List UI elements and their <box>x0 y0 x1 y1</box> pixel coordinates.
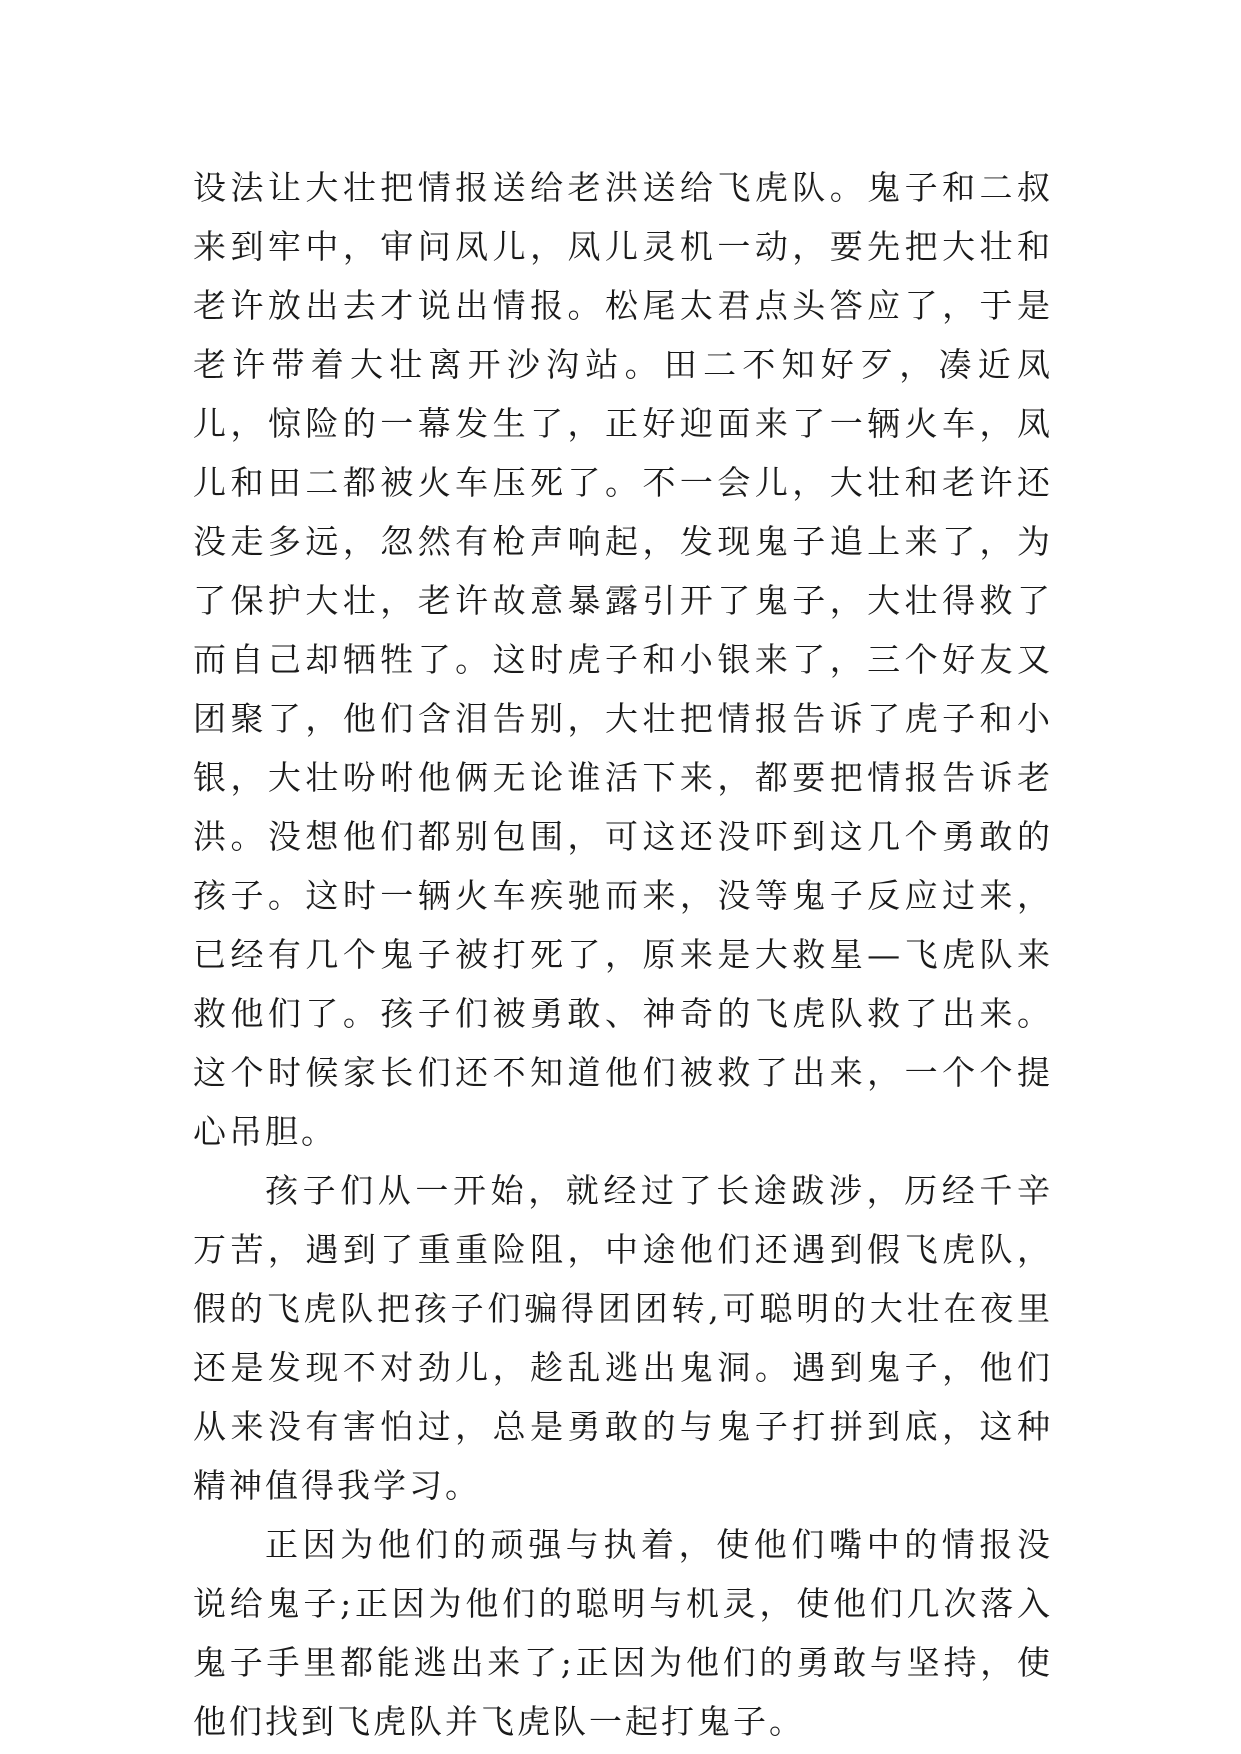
paragraph-3: 正因为他们的顽强与执着，使他们嘴中的情报没说给鬼子;正因为他们的聪明与机灵，使他们几次落入鬼子手里都能逃出来了;正因为他们的勇敢与坚持，使他们找到飞虎队并飞虎队一起打鬼子。 <box>193 1525 1053 1741</box>
body-text <box>193 158 1053 1751</box>
paragraph-2: 孩子们从一开始，就经过了长途跋涉，历经千辛万苦，遇到了重重险阻，中途他们还遇到假飞虎队，假的飞虎队把孩子们骗得团团转,可聪明的大壮在夜里还是发现不对劲儿，趁乱逃出鬼洞。遇到鬼子，他们从来没有害怕过，总是勇敢的与鬼子打拼到底，这种精神值得我学习。 <box>193 1171 1053 1505</box>
paragraph-1: 设法让大壮把情报送给老洪送给飞虎队。鬼子和二叔来到牢中，审问凤儿，凤儿灵机一动，要先把大壮和老许放出去才说出情报。松尾太君点头答应了，于是老许带着大壮离开沙沟站。田二不知好歹，凑近凤儿，惊险的一幕发生了，正好迎面来了一辆火车，凤儿和田二都被火车压死了。不一会儿，大壮和老许还没走多远，忽然有枪声响起，发现鬼子追上来了，为了保护大壮，老许故意暴露引开了鬼子，大壮得救了而自己却牺牲了。这时虎子和小银来了，三个好友又团聚了，他们含泪告别，大壮把情报告诉了虎子和小银，大壮吩咐他俩无论谁活下来，都要把情报告诉老洪。没想他们都别包围，可这还没吓到这几个勇敢的孩子。这时一辆火车疾驰而来，没等鬼子反应过来，已经有几个鬼子被打死了，原来是大救星—飞虎队来救他们了。孩子们被勇敢、神奇的飞虎队救了出来。这个时候家长们还不知道他们被救了出来，一个个提心吊胆。 <box>193 168 1053 1151</box>
